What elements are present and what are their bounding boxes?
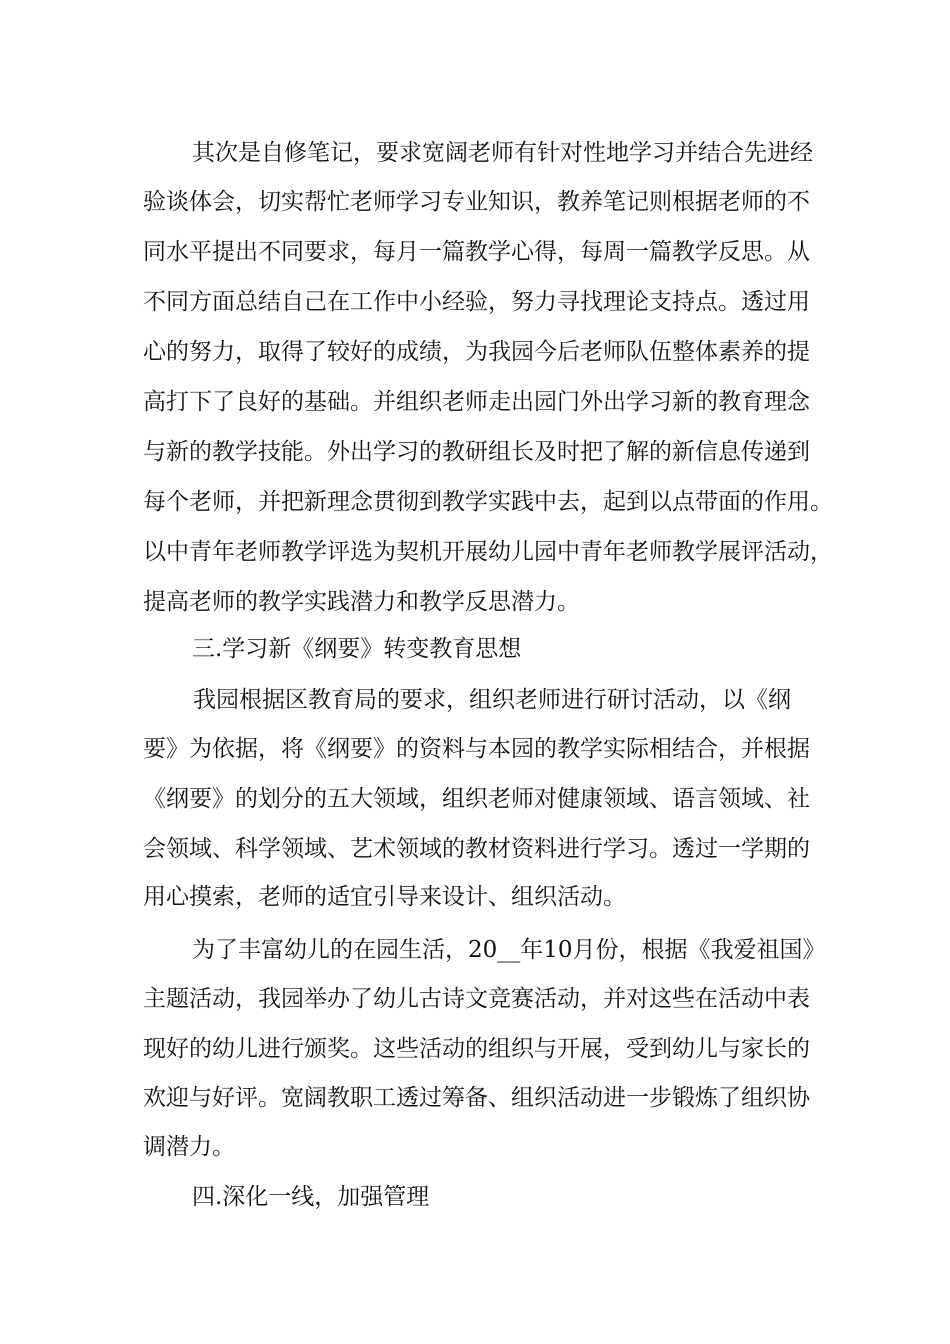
paragraph-line: 我园根据区教育局的要求，组织老师进行研讨活动，以《纲 bbox=[193, 687, 791, 713]
paragraph-line: 欢迎与好评。宽阔教职工透过筹备、组织活动进一步锻炼了组织协 bbox=[143, 1085, 810, 1111]
paragraph-line: 会领域、科学领域、艺术领域的教材资料进行学习。透过一学期的 bbox=[143, 836, 810, 862]
paragraph-line: 不同方面总结自己在工作中小经验，努力寻找理论支持点。透过用 bbox=[143, 289, 810, 315]
paragraph-line: 同水平提出不同要求，每月一篇教学心得，每周一篇教学反思。从 bbox=[143, 239, 810, 265]
paragraph-line: 要》为依据，将《纲要》的资料与本园的教学实际相结合，并根据 bbox=[143, 736, 810, 762]
paragraph-line: 其次是自修笔记，要求宽阔老师有针对性地学习并结合先进经 bbox=[192, 140, 813, 166]
paragraph-line: 《纲要》的划分的五大领域，组织老师对健康领域、语言领域、社 bbox=[143, 786, 810, 812]
section-heading: 四.深化一线，加强管理 bbox=[192, 1184, 430, 1210]
paragraph-line: 每个老师，并把新理念贯彻到教学实践中去，起到以点带面的作用。 bbox=[143, 489, 833, 515]
section-heading: 三.学习新《纲要》转变教育思想 bbox=[192, 636, 522, 662]
paragraph-line: 验谈体会，切实帮忙老师学习专业知识，教养笔记则根据老师的不 bbox=[143, 189, 810, 215]
paragraph-line: 以中青年老师教学评选为契机开展幼儿园中青年老师教学展评活动， bbox=[143, 539, 833, 565]
paragraph-line: 调潜力。 bbox=[143, 1134, 235, 1160]
paragraph-line: 现好的幼儿进行颁奖。这些活动的组织与开展，受到幼儿与家长的 bbox=[143, 1036, 810, 1062]
paragraph-line: 与新的教学技能。外出学习的教研组长及时把了解的新信息传递到 bbox=[143, 439, 810, 465]
paragraph-line: 提高老师的教学实践潜力和教学反思潜力。 bbox=[143, 589, 580, 615]
paragraph-line: 高打下了良好的基础。并组织老师走出园门外出学习新的教育理念 bbox=[143, 389, 810, 415]
paragraph-line: 心的努力，取得了较好的成绩，为我园今后老师队伍整体素养的提 bbox=[143, 339, 810, 365]
paragraph-line: 主题活动，我园举办了幼儿古诗文竞赛活动，并对这些在活动中表 bbox=[143, 986, 810, 1012]
paragraph-line: 用心摸索，老师的适宜引导来设计、组织活动。 bbox=[143, 884, 626, 910]
paragraph-line: 为了丰富幼儿的在园生活，20__年10月份，根据《我爱祖国》 bbox=[192, 937, 826, 963]
